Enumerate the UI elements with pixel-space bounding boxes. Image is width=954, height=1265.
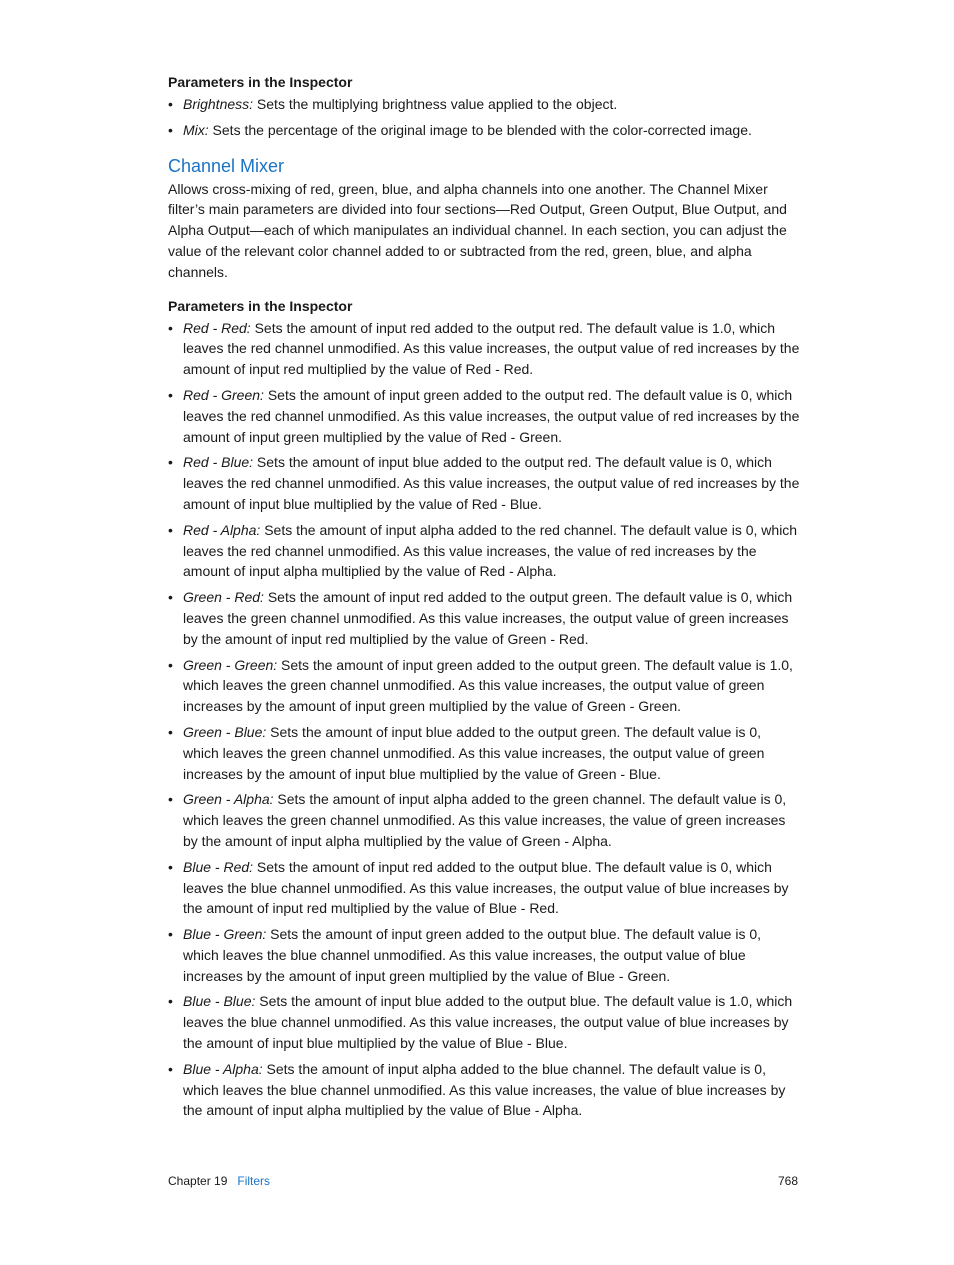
channel-mixer-params-heading: Parameters in the Inspector <box>168 297 353 314</box>
parameter-list-item <box>168 722 800 784</box>
parameter-list-item <box>168 520 800 582</box>
parameter-list-item <box>168 94 800 115</box>
top-params-list <box>168 94 800 141</box>
page-content <box>168 72 800 1126</box>
parameter-term: Green - Blue: <box>183 723 267 740</box>
bullet-icon: • <box>168 454 173 471</box>
parameter-description: Sets the amount of input alpha added to the red channel. The default value is 0, which leaves the red channel unmodified. As this value increases, the value of red increases by the amount of input alpha multiplied by the value of Red - Alpha. <box>183 521 798 580</box>
parameter-list-item <box>168 318 800 380</box>
parameter-term: Green - Alpha: <box>183 791 274 808</box>
channel-mixer-intro: Allows cross-mixing of red, green, blue, and alpha channels into one another. The Channel Mixer filter’s main parameters are divided into four sections—Red Output, Green Output, Blue Output, and Alpha Output—each of which manipulates an individual channel. In each section, you can adjust the value of the relevant color channel added to or subtracted from the red, green, blue, and alpha channels. <box>168 180 787 280</box>
parameter-description: Sets the percentage of the original image to be blended with the color-corrected image. <box>208 121 752 138</box>
parameter-term: Blue - Green: <box>183 926 267 943</box>
parameter-description: Sets the amount of input green added to the output blue. The default value is 0, which leaves the blue channel unmodified. As this value increases, the output value of blue increases by the amount of input green multiplied by the value of Blue - Green. <box>183 926 762 984</box>
parameter-term: Green - Green: <box>183 656 278 673</box>
footer-chapter: Chapter 19 <box>168 1174 228 1188</box>
parameter-term: Brightness: <box>183 96 254 112</box>
bullet-icon: • <box>168 1060 173 1077</box>
parameter-description: Sets the amount of input alpha added to the green channel. The default value is 0, which leaves the green channel unmodified. As this value increases, the value of green increases by the amount of input alpha multiplied by the value of Green - Alpha. <box>183 791 787 849</box>
parameter-term: Mix: <box>183 121 209 138</box>
parameter-term: Red - Red: <box>183 319 251 336</box>
parameter-term: Red - Blue: <box>183 454 254 471</box>
parameter-list-item <box>168 1059 800 1121</box>
bullet-icon: • <box>168 993 173 1010</box>
page-footer <box>168 1172 798 1190</box>
parameter-list-item <box>168 587 800 649</box>
parameter-description: Sets the amount of input green added to the output green. The default value is 1.0, which leaves the green channel unmodified. As this value increases, the output value of green increases by the amount of input green multiplied by the value of Green - Green. <box>183 656 793 715</box>
parameter-list-item <box>168 655 800 717</box>
parameter-description: Sets the amount of input alpha added to the blue channel. The default value is 0, which leaves the blue channel unmodified. As this value increases, the value of blue increases by the amount of input alpha multiplied by the value of Blue - Alpha. <box>183 1060 786 1119</box>
bullet-icon: • <box>168 858 173 875</box>
parameter-description: Sets the amount of input green added to the output red. The default value is 0, which leaves the red channel unmodified. As this value increases, the output value of red increases by the amount of input green multiplied by the value of Red - Green. <box>183 386 800 445</box>
parameter-term: Green - Red: <box>183 589 264 606</box>
bullet-icon: • <box>168 656 173 673</box>
bullet-icon: • <box>168 589 173 606</box>
top-params-heading: Parameters in the Inspector <box>168 74 353 90</box>
parameter-list-item <box>168 452 800 514</box>
parameter-description: Sets the amount of input blue added to the output red. The default value is 0, which leaves the red channel unmodified. As this value increases, the output value of red increases by the amount of input blue multiplied by the value of Red - Blue. <box>183 454 800 512</box>
section-title-channel-mixer: Channel Mixer <box>168 155 285 176</box>
parameter-list-item <box>168 991 800 1053</box>
parameter-description: Sets the amount of input red added to the output blue. The default value is 0, which leaves the blue channel unmodified. As this value increases, the output value of blue increases by the amount of input red multiplied by the value of Blue - Red. <box>183 858 789 917</box>
parameter-list-item <box>168 789 800 851</box>
bullet-icon: • <box>168 521 173 538</box>
parameter-term: Blue - Red: <box>183 858 254 875</box>
footer-chapter-link[interactable]: Filters <box>237 1174 271 1188</box>
parameter-description: Sets the amount of input blue added to the output green. The default value is 0, which leaves the green channel unmodified. As this value increases, the output value of green increases by the amount of input blue multiplied by the value of Green - Blue. <box>183 723 765 782</box>
bullet-icon: • <box>168 96 173 112</box>
bullet-icon: • <box>168 386 173 403</box>
parameter-description: Sets the amount of input red added to the output green. The default value is 0, which leaves the green channel unmodified. As this value increases, the output value of green increases by the amount of input red multiplied by the value of Green - Red. <box>183 589 793 647</box>
parameter-description: Sets the multiplying brightness value applied to the object. <box>253 96 618 112</box>
parameter-description: Sets the amount of input red added to the output red. The default value is 1.0, which leaves the red channel unmodified. As this value increases, the output value of red increases by the amount of input red multiplied by the value of Red - Red. <box>183 319 800 378</box>
bullet-icon: • <box>168 926 173 943</box>
bullet-icon: • <box>168 791 173 808</box>
parameter-description: Sets the amount of input blue added to the output blue. The default value is 1.0, which leaves the blue channel unmodified. As this value increases, the output value of blue increases by the amount of input blue multiplied by the value of Blue - Blue. <box>183 993 793 1052</box>
bullet-icon: • <box>168 723 173 740</box>
bullet-icon: • <box>168 319 173 336</box>
channel-mixer-params-list <box>168 318 800 1122</box>
parameter-list-item <box>168 924 800 986</box>
parameter-term: Red - Green: <box>183 386 264 403</box>
parameter-term: Blue - Blue: <box>183 993 256 1010</box>
parameter-term: Blue - Alpha: <box>183 1060 263 1077</box>
parameter-list-item <box>168 857 800 919</box>
parameter-list-item <box>168 385 800 447</box>
parameter-list-item <box>168 120 800 141</box>
parameter-term: Red - Alpha: <box>183 521 261 538</box>
bullet-icon: • <box>168 121 173 138</box>
footer-page-number: 768 <box>777 1174 798 1188</box>
